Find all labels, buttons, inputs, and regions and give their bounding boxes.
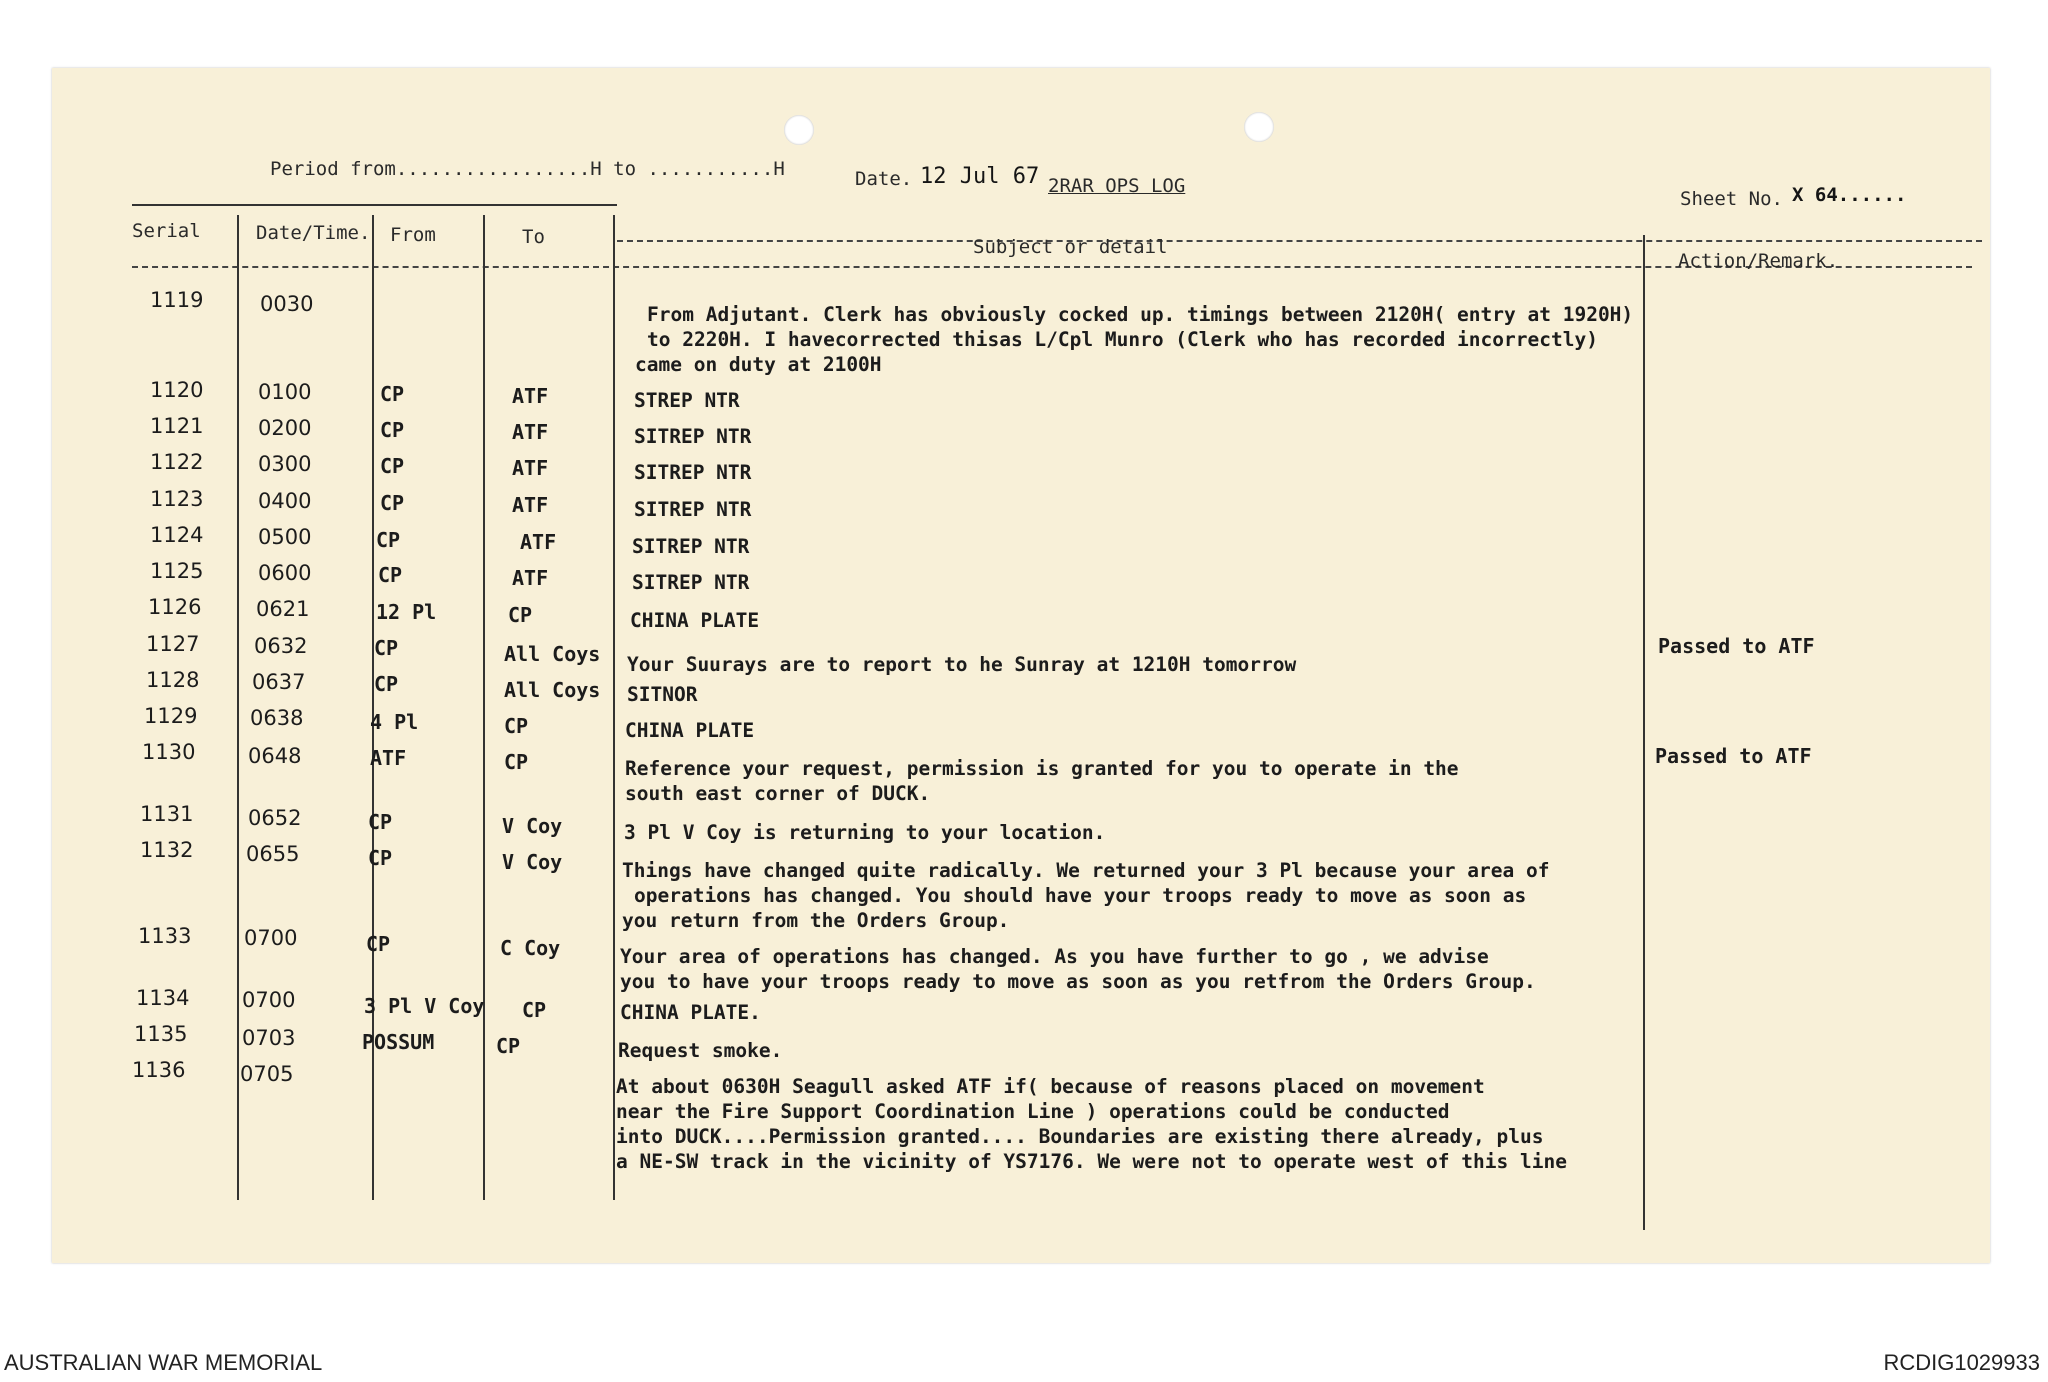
detail-line: From Adjutant. Clerk has obviously cocked up. timings between 2120H( entry at 1920H) (647, 303, 1634, 326)
detail-cell (616, 1074, 1567, 1174)
time-cell: 0638 (250, 706, 304, 730)
detail-line: you return from the Orders Group. (622, 909, 1010, 932)
detail-cell (634, 424, 751, 449)
detail-cell (627, 682, 697, 707)
column-divider (483, 215, 485, 1200)
detail-line: came on duty at 2100H (635, 353, 882, 376)
serial-cell: 1128 (146, 668, 200, 692)
to-cell: CP (504, 750, 529, 774)
detail-line: SITREP NTR (634, 425, 752, 448)
col-datetime-header: Date/Time. (256, 222, 371, 244)
serial-cell: 1119 (150, 288, 204, 312)
detail-line: to 2220H. I havecorrected thisas L/Cpl Munro (Clerk who has recorded incorrectly) (647, 328, 1598, 351)
detail-line: south east corner of DUCK. (625, 782, 931, 805)
period-field: Period from.................H to ...........H (270, 158, 785, 180)
time-cell: 0030 (260, 292, 314, 316)
time-cell: 0400 (258, 489, 312, 513)
serial-cell: 1124 (150, 523, 204, 547)
detail-cell (620, 944, 1536, 994)
time-cell: 0655 (246, 842, 300, 866)
time-cell: 0100 (258, 380, 312, 404)
detail-cell (634, 460, 751, 485)
detail-cell (618, 1038, 782, 1063)
col-to-header: To (522, 226, 545, 248)
detail-line: SITREP NTR (634, 461, 752, 484)
detail-line: you to have your troops ready to move as soon as you retfrom the Orders Group. (620, 970, 1536, 993)
from-cell: POSSUM (362, 1030, 435, 1054)
detail-line: operations has changed. You should have your troops ready to move as soon as (634, 884, 1527, 907)
punch-hole-right (1244, 112, 1274, 142)
col-serial-header: Serial (132, 220, 201, 242)
detail-line: Your area of operations has changed. As you have further to go , we advise (620, 945, 1489, 968)
time-cell: 0300 (258, 452, 312, 476)
detail-line: CHINA PLATE (625, 719, 755, 742)
from-cell: CP (376, 528, 401, 552)
detail-line: STREP NTR (634, 389, 740, 412)
column-divider (1643, 235, 1645, 1230)
detail-line: SITREP NTR (632, 535, 750, 558)
from-cell: 3 Pl V Coy (364, 994, 485, 1018)
detail-cell (625, 718, 754, 743)
detail-cell (635, 302, 1633, 377)
col-action-header: Action/Remark. (1678, 250, 1839, 272)
to-cell: All Coys (504, 642, 601, 666)
to-cell: ATF (512, 566, 549, 590)
from-cell: CP (368, 810, 393, 834)
sheet-value: X 64...... (1792, 184, 1907, 206)
to-cell: V Coy (502, 850, 563, 874)
time-cell: 0700 (242, 988, 296, 1012)
time-cell: 0600 (258, 561, 312, 585)
to-cell: CP (496, 1034, 521, 1058)
serial-cell: 1134 (136, 986, 190, 1010)
detail-line: near the Fire Support Coordination Line ) operations could be conducted (616, 1100, 1450, 1123)
sheet-label: Sheet No. (1680, 188, 1783, 210)
table-top-rule-dashed (617, 240, 1982, 242)
detail-line: Your Suurays are to report to he Sunray at 1210H tomorrow (627, 653, 1297, 676)
column-divider (237, 215, 239, 1200)
time-cell: 0637 (252, 670, 306, 694)
detail-cell (620, 1000, 761, 1025)
detail-cell (632, 570, 749, 595)
from-cell: CP (380, 491, 405, 515)
detail-line: Things have changed quite radically. We returned your 3 Pl because your area of (622, 859, 1550, 882)
to-cell: CP (504, 714, 529, 738)
to-cell: C Coy (500, 936, 561, 960)
to-cell: ATF (520, 530, 557, 554)
serial-cell: 1133 (138, 924, 192, 948)
date-value: 12 Jul 67 (920, 164, 1040, 189)
from-cell: 4 Pl (370, 710, 419, 734)
punch-hole-left (784, 115, 814, 145)
from-cell: CP (380, 418, 405, 442)
detail-line: CHINA PLATE. (620, 1001, 761, 1024)
from-cell: CP (368, 846, 393, 870)
serial-cell: 1131 (140, 802, 194, 826)
serial-cell: 1125 (150, 559, 204, 583)
serial-cell: 1129 (144, 704, 198, 728)
from-cell: CP (374, 636, 399, 660)
detail-cell (630, 608, 759, 633)
time-cell: 0621 (256, 597, 310, 621)
detail-cell (632, 534, 749, 559)
table-top-rule (132, 204, 617, 206)
to-cell: CP (522, 998, 547, 1022)
from-cell: CP (380, 382, 405, 406)
to-cell: ATF (512, 384, 549, 408)
serial-cell: 1136 (132, 1058, 186, 1082)
from-cell: CP (378, 563, 403, 587)
serial-cell: 1130 (142, 740, 196, 764)
date-label: Date. (855, 168, 913, 190)
detail-line: 3 Pl V Coy is returning to your location. (624, 821, 1106, 844)
detail-cell (634, 388, 740, 413)
remark-cell: Passed to ATF (1658, 634, 1815, 658)
unit-title: 2RAR OPS LOG (1048, 175, 1186, 197)
detail-line: Reference your request, permission is granted for you to operate in the (625, 757, 1459, 780)
from-cell: CP (366, 932, 391, 956)
archive-credit: AUSTRALIAN WAR MEMORIAL (4, 1350, 323, 1375)
serial-cell: 1121 (150, 414, 204, 438)
from-cell: CP (374, 672, 399, 696)
serial-cell: 1123 (150, 487, 204, 511)
col-subject-header: Subject or detail (973, 236, 1168, 258)
to-cell: V Coy (502, 814, 563, 838)
detail-line: SITREP NTR (632, 571, 750, 594)
time-cell: 0500 (258, 525, 312, 549)
detail-line: a NE-SW track in the vicinity of YS7176. We were not to operate west of this line (616, 1150, 1567, 1173)
from-cell: 12 Pl (376, 600, 437, 624)
detail-line: SITREP NTR (634, 498, 752, 521)
detail-line: into DUCK....Permission granted.... Boundaries are existing there already, plus (616, 1125, 1544, 1148)
time-cell: 0652 (248, 806, 302, 830)
serial-cell: 1127 (146, 632, 200, 656)
time-cell: 0705 (240, 1062, 294, 1086)
time-cell: 0648 (248, 744, 302, 768)
col-from-header: From (390, 224, 436, 246)
time-cell: 0200 (258, 416, 312, 440)
serial-cell: 1120 (150, 378, 204, 402)
detail-cell (624, 820, 1105, 845)
column-divider (613, 215, 615, 1200)
to-cell: ATF (512, 456, 549, 480)
serial-cell: 1126 (148, 595, 202, 619)
detail-line: SITNOR (627, 683, 698, 706)
serial-cell: 1122 (150, 450, 204, 474)
serial-cell: 1132 (140, 838, 194, 862)
detail-cell (622, 858, 1549, 933)
archive-id: RCDIG1029933 (1883, 1350, 2040, 1375)
time-cell: 0700 (244, 926, 298, 950)
detail-cell (627, 652, 1296, 677)
remark-cell: Passed to ATF (1655, 744, 1812, 768)
from-cell: ATF (370, 746, 407, 770)
to-cell: ATF (512, 493, 549, 517)
detail-cell (625, 756, 1459, 806)
to-cell: ATF (512, 420, 549, 444)
from-cell: CP (380, 454, 405, 478)
detail-line: At about 0630H Seagull asked ATF if( because of reasons placed on movement (616, 1075, 1485, 1098)
to-cell: All Coys (504, 678, 601, 702)
serial-cell: 1135 (134, 1022, 188, 1046)
detail-line: CHINA PLATE (630, 609, 760, 632)
to-cell: CP (508, 603, 533, 627)
time-cell: 0632 (254, 634, 308, 658)
detail-line: Request smoke. (618, 1039, 783, 1062)
detail-cell (634, 497, 751, 522)
time-cell: 0703 (242, 1026, 296, 1050)
